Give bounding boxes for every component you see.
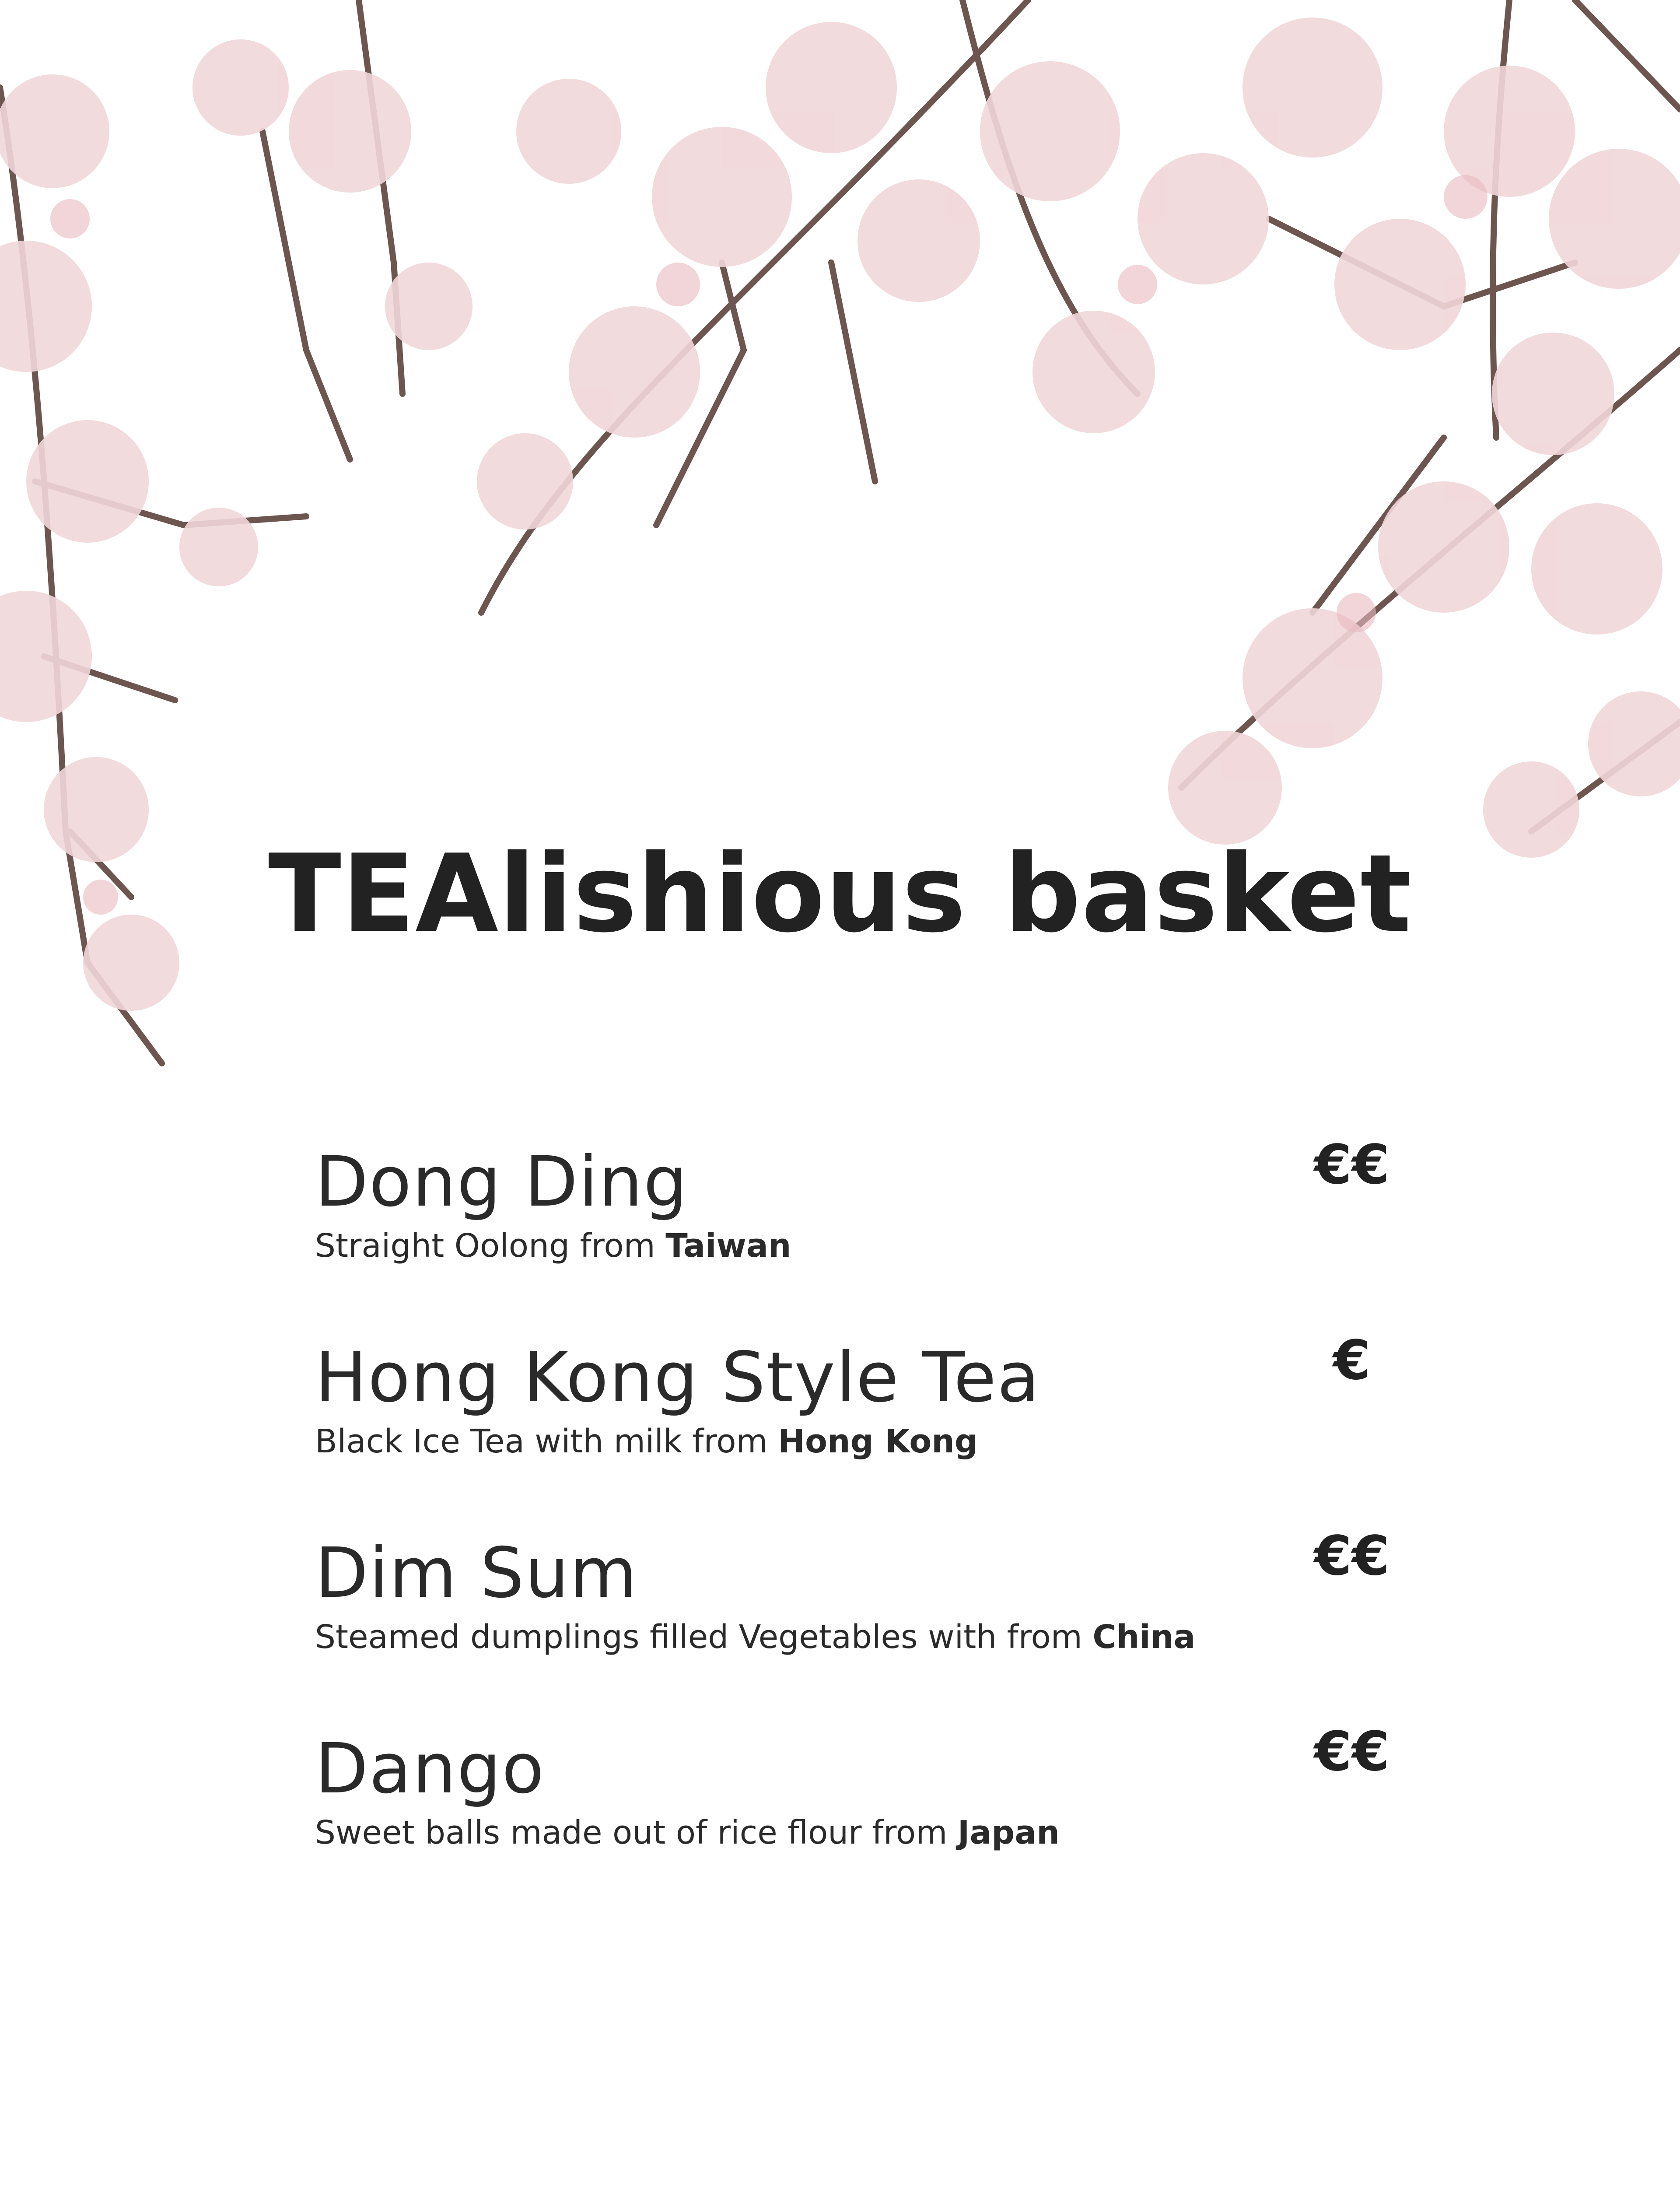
item-origin: Taiwan [665, 1227, 791, 1265]
item-description [315, 1425, 978, 1458]
item-name: Hong Kong Style Tea [315, 1337, 1040, 1418]
item-description-text: Straight Oolong from [315, 1227, 666, 1265]
item-description [315, 1816, 1060, 1849]
item-origin: Hong Kong [778, 1423, 978, 1460]
item-price: €€ [1314, 1720, 1390, 1783]
item-description-text: Black Ice Tea with milk from [315, 1423, 778, 1460]
item-origin: China [1092, 1618, 1196, 1656]
item-name: Dim Sum [315, 1533, 638, 1613]
item-description-text: Steamed dumplings filled Vegetables with from [315, 1618, 1093, 1656]
item-description [315, 1618, 1196, 1656]
basket-item[interactable] [315, 1329, 1418, 1529]
basket-item[interactable] [315, 1133, 1418, 1333]
item-price: €€ [1314, 1525, 1390, 1588]
item-name: Dango [315, 1729, 545, 1809]
item-description [315, 1227, 791, 1265]
basket-item[interactable] [315, 1525, 1418, 1725]
basket-item-list [315, 1133, 1418, 1920]
item-price: € [1333, 1329, 1371, 1392]
item-price: €€ [1314, 1133, 1390, 1196]
basket-item[interactable] [315, 1720, 1418, 1920]
item-origin: Japan [957, 1814, 1060, 1851]
item-description-text: Sweet balls made out of rice flour from [315, 1814, 958, 1851]
page-title: TEAlishious basket [268, 831, 1412, 956]
item-name: Dong Ding [315, 1142, 688, 1222]
